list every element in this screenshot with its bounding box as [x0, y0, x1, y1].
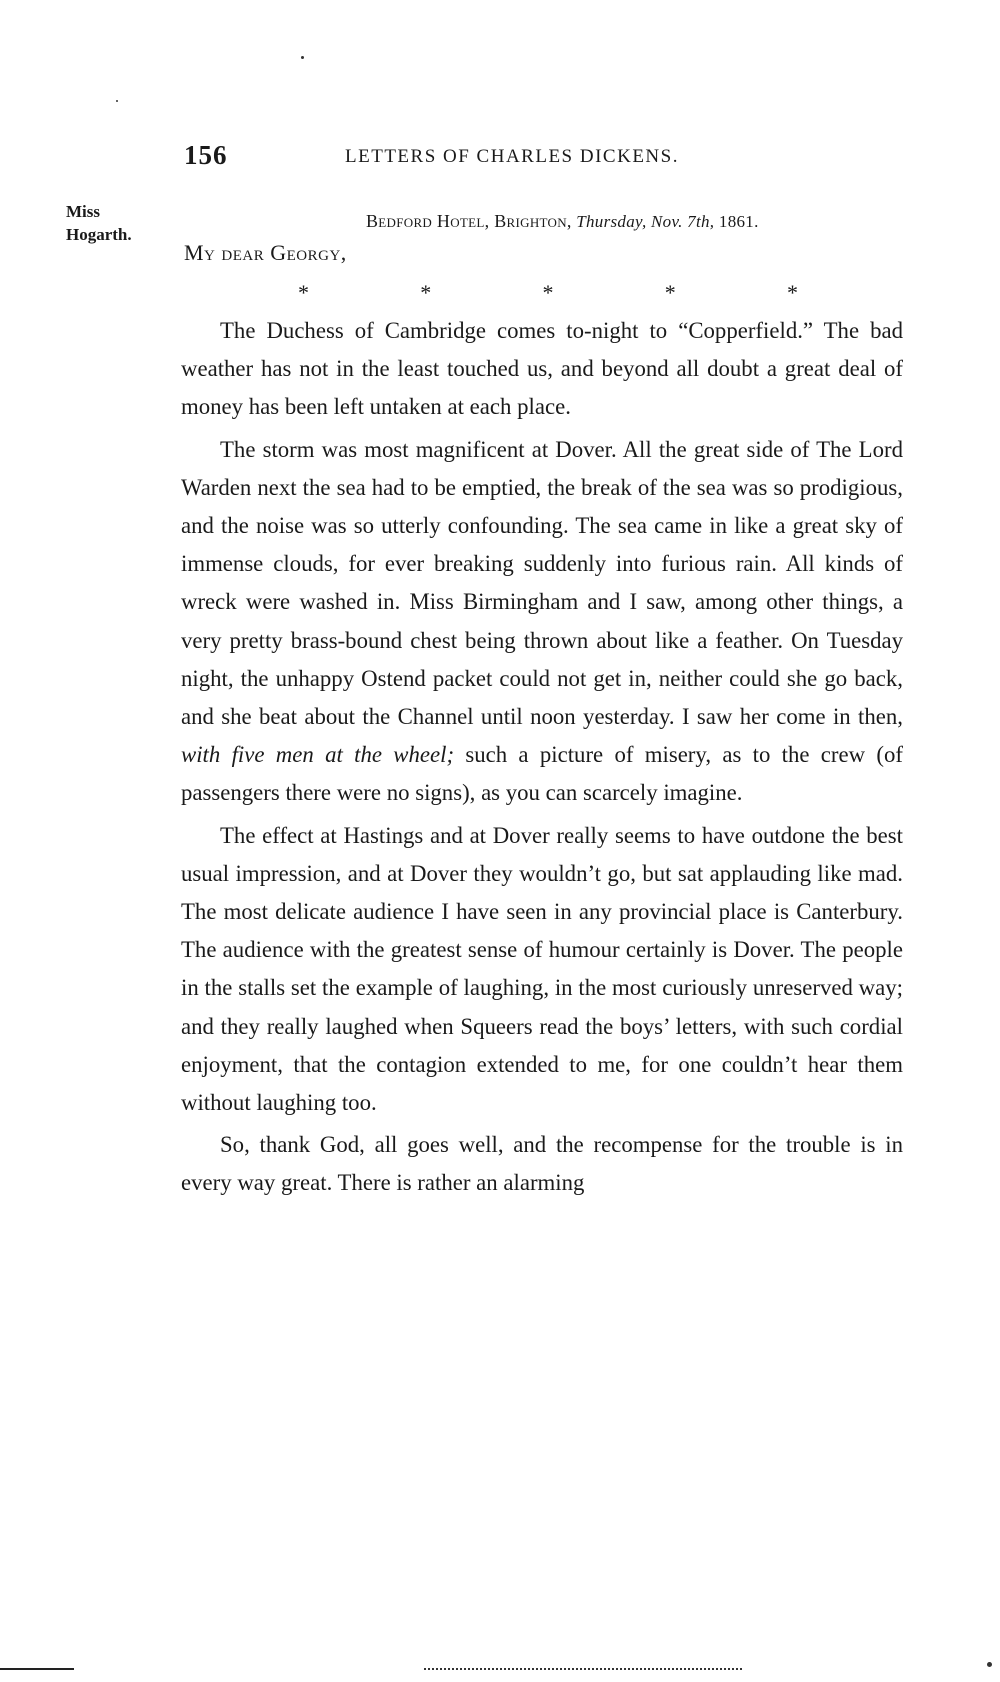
paragraph-4: So, thank God, all goes well, and the recompense for the trouble is in every way great. There is rather an alarming: [181, 1132, 903, 1196]
scan-speck: [116, 100, 118, 102]
asterisk: *: [664, 280, 676, 305]
page-number: 156: [184, 140, 228, 170]
footer-rule-left: [0, 1668, 74, 1670]
dateline-day: Thursday, Nov. 7th,: [576, 212, 715, 231]
paragraph-2: [181, 431, 903, 813]
asterisk-divider: [298, 280, 798, 306]
margin-note-line-1: Miss: [66, 202, 100, 221]
paragraph-1: The Duchess of Cambridge comes to-night to “Copperfield.” The bad weather has not in the least touched us, and beyond all doubt a great deal of money has been left untaken at each place.: [181, 318, 903, 420]
footer-rule-center: [424, 1668, 742, 1670]
scan-speck: [301, 56, 304, 59]
asterisk: *: [787, 280, 798, 305]
asterisk: *: [542, 280, 554, 305]
dateline-place: Bedford Hotel, Brighton,: [366, 211, 572, 231]
dateline-year: 1861.: [718, 212, 759, 231]
asterisk: *: [298, 280, 309, 305]
letter-body: [181, 312, 903, 1207]
letter-salutation: My dear Georgy,: [184, 240, 347, 265]
scan-speck: [987, 1662, 992, 1667]
margin-note: [66, 200, 132, 246]
paragraph-3: The effect at Hastings and at Dover really seems to have outdone the best usual impression, and at Dover they wouldn’t go, but sat applauding like mad. The most delicate audience I have seen in any provincial place is Canterbury. The audience with the greatest sense of humour certainly is Dover. The people in the stalls set the example of laughing, in the most curiously unreserved way; and they really laughed when Squeers read the boys’ letters, with such cordial enjoyment, that the contagion extended to me, for one couldn’t hear them without laughing too.: [181, 822, 903, 1116]
asterisk: *: [420, 280, 432, 305]
letter-dateline: [366, 211, 759, 232]
paragraph-2-italic: with five men at the wheel;: [181, 742, 455, 768]
paragraph-2-end: such a picture of misery, as to the crew (of passengers there were no signs), as you can scarcely imagine.: [181, 742, 903, 806]
paragraph-2-text: The storm was most magnificent at Dover. All the great side of The Lord Warden next the sea had to be emptied, the break of the sea was so prodigious, and the noise was so utterly confounding. The sea came in like a great sky of immense clouds, for ever breaking suddenly into furious rain. All kinds of wreck were washed in. Miss Birmingham and I saw, among other things, a very pretty brass-bound chest being thrown about like a feather. On Tuesday night, the unhappy Ostend packet could not get in, neither could she go back, and she beat about the Channel until noon yesterday. I saw her come in then,: [181, 436, 903, 730]
running-title: LETTERS OF CHARLES DICKENS.: [345, 146, 679, 167]
margin-note-line-2: Hogarth.: [66, 225, 132, 244]
